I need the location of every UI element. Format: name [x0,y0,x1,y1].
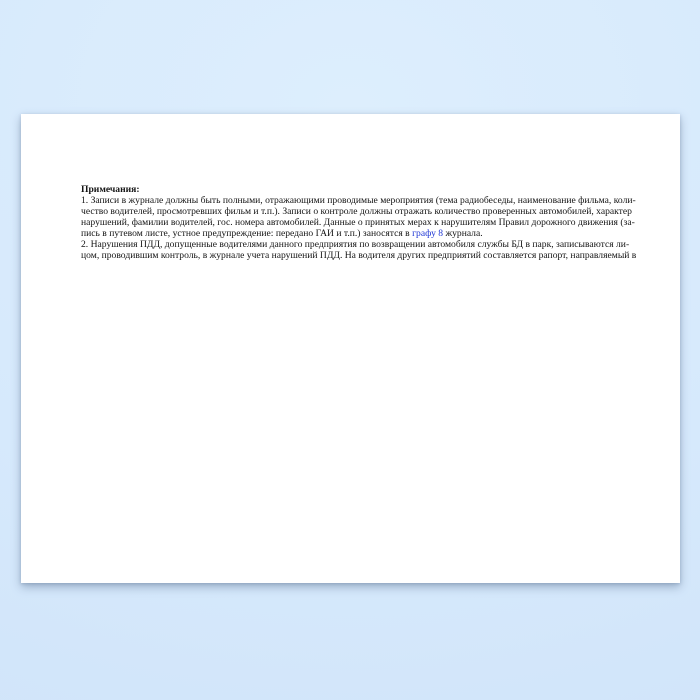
notes-paragraph1-line3: нарушений, фамилии водителей, гос. номера автомобилей. Данные о принятых мерах к нарушителям Правил дорожного движения (за- [81,217,635,228]
notes-paragraph1-line4-text-before: пись в путевом листе, устное предупреждение: передано ГАИ и т.п.) заносятся в [81,228,413,239]
notes-paragraph2-line1: 2. Нарушения ПДД, допущенные водителями данного предприятия по возвращении автомобиля службы БД в парк, записываются ли- [81,239,630,250]
notes-paragraph2-line2: цом, проводившим контроль, в журнале учета нарушений ПДД. На водителя других предприятий составляется рапорт, направляемый в [81,250,637,261]
notes-paragraph1-line4 [81,228,653,239]
notes-paragraph1-line2: чество водителей, просмотревших фильм и т.п.). Записи о контроле должны отражать количество проверенных автомобилей, характер [81,206,632,217]
notes-paragraph1-line1: 1. Записи в журнале должны быть полными, отражающими проводимые мероприятия (тема радиобеседы, наименование фильма, коли- [81,195,636,206]
notes-section [81,184,653,261]
notes-heading: Примечания: [81,184,140,195]
grafa-8-link[interactable]: графу 8 [412,228,444,239]
document-page [21,114,680,583]
notes-paragraph1-line4-text-after: журнала. [443,228,483,239]
